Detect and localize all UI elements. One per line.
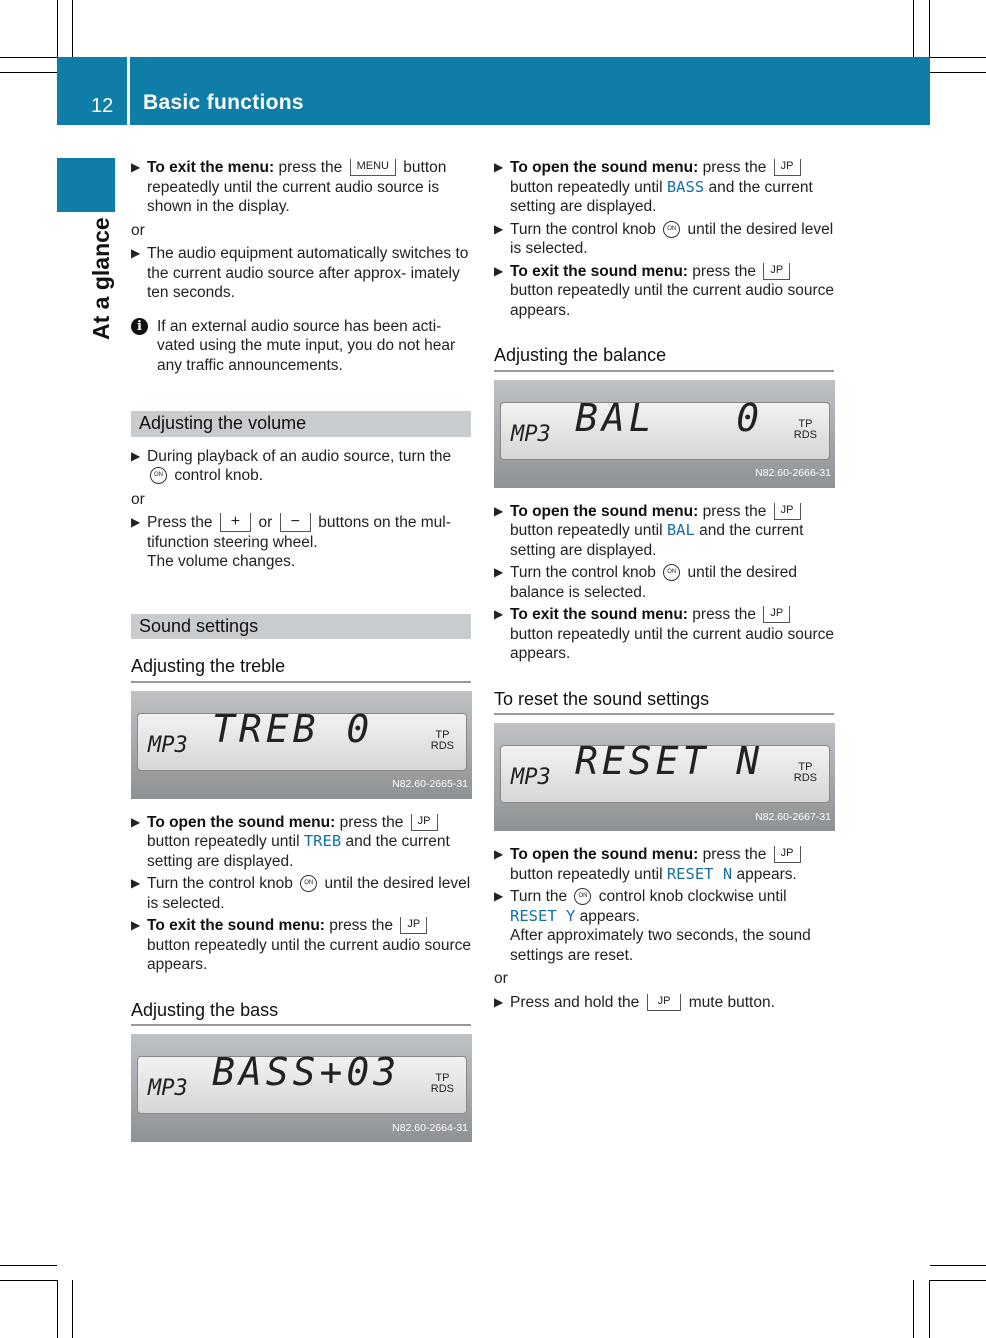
step-exit-menu bbox=[131, 158, 471, 217]
lcd-value: BASS+03 bbox=[212, 1050, 401, 1094]
display-text: TREB bbox=[303, 832, 342, 850]
info-note bbox=[131, 317, 471, 376]
step-text: button repeatedly until the current audio source appears. bbox=[147, 936, 471, 973]
or-text: or bbox=[494, 970, 508, 987]
side-tab-label: At a glance bbox=[88, 217, 114, 340]
step-text: During playback of an audio source, turn the bbox=[147, 447, 452, 465]
step-text: and the current setting are displayed. bbox=[510, 178, 813, 215]
crop-mark bbox=[0, 72, 57, 73]
step-exit-sound-menu bbox=[131, 916, 471, 975]
mute-key-icon: JP bbox=[400, 917, 427, 934]
subheading-balance: Adjusting the balance bbox=[494, 346, 834, 372]
plus-key-icon: + bbox=[220, 513, 251, 532]
step-text: control knob clockwise until bbox=[598, 888, 787, 905]
step-text: Turn the control knob bbox=[147, 875, 293, 892]
lcd-tp-rds bbox=[431, 1073, 454, 1095]
step-text: button repeatedly until bbox=[510, 865, 663, 883]
step-text: press the bbox=[339, 813, 404, 831]
step-text: or bbox=[258, 514, 273, 531]
step-text: Turn the control knob bbox=[510, 564, 656, 581]
crop-mark bbox=[913, 1280, 914, 1338]
step-text: until the desired level is selected. bbox=[147, 875, 471, 912]
step-text: Turn the control knob bbox=[510, 220, 656, 238]
step-open-sound-menu bbox=[494, 845, 834, 884]
step-bold: To open the sound menu: bbox=[147, 813, 336, 831]
step-text: press the bbox=[692, 606, 757, 623]
lcd-mode: MP3 bbox=[511, 421, 551, 447]
crop-mark bbox=[929, 1280, 930, 1338]
mute-key-icon: JP bbox=[774, 159, 801, 176]
step-auto-switch: ▶ The audio equipment automatically switches to the current audio source after approx- imately ten seconds. bbox=[131, 244, 471, 303]
subheading-treble: Adjusting the treble bbox=[131, 657, 471, 683]
step-text: press the bbox=[329, 917, 394, 934]
crop-mark bbox=[0, 1265, 57, 1266]
step-bold: To exit the sound menu: bbox=[510, 606, 688, 623]
step-turn-knob bbox=[131, 874, 471, 913]
crop-mark bbox=[0, 57, 57, 58]
step-text: press the bbox=[278, 159, 343, 176]
bass-display-image bbox=[131, 1034, 472, 1142]
lcd-mode: MP3 bbox=[511, 765, 551, 790]
step-bold: To exit the menu: bbox=[147, 159, 275, 176]
treble-display-image bbox=[131, 691, 472, 799]
step-bold: To exit the sound menu: bbox=[147, 917, 325, 934]
step-open-sound-menu bbox=[494, 158, 834, 217]
step-turn-knob bbox=[494, 220, 834, 259]
section-heading-sound: Sound settings bbox=[131, 614, 471, 640]
step-text: until the desired level is selected. bbox=[510, 220, 834, 257]
lcd-screen bbox=[137, 1050, 467, 1114]
page-header bbox=[57, 57, 930, 125]
page-title: Basic functions bbox=[143, 91, 304, 114]
rds-label: RDS bbox=[793, 428, 817, 441]
knob-icon: ON bbox=[663, 564, 680, 581]
image-ref: N82.60-2665-31 bbox=[392, 778, 468, 790]
mute-key-icon: JP bbox=[763, 263, 790, 280]
step-press-buttons bbox=[131, 513, 471, 572]
step-text: button repeatedly until bbox=[147, 833, 300, 850]
step-text: press the bbox=[702, 159, 767, 176]
step-result: The volume changes. bbox=[147, 553, 296, 570]
tp-label: TP bbox=[798, 761, 813, 773]
step-exit-sound-menu bbox=[494, 262, 834, 321]
tp-label: TP bbox=[435, 1072, 450, 1084]
mute-key-icon: JP bbox=[774, 503, 801, 520]
step-text: mute button. bbox=[688, 993, 775, 1011]
crop-mark bbox=[0, 1280, 57, 1281]
step-text: buttons on the mul- tifunction steering wheel. bbox=[147, 514, 451, 551]
reset-display-image bbox=[494, 723, 835, 831]
step-exit-sound-menu bbox=[494, 605, 834, 664]
step-text: button repeatedly until the current audio source appears. bbox=[510, 282, 834, 319]
balance-display-image bbox=[494, 380, 835, 488]
step-text: press the bbox=[692, 262, 757, 280]
step-text: Press and hold the bbox=[510, 993, 640, 1011]
step-text: press the bbox=[702, 502, 767, 520]
step-text: and the current setting are displayed. bbox=[147, 833, 450, 870]
step-press-hold-mute bbox=[494, 993, 834, 1013]
image-ref: N82.60-2667-31 bbox=[755, 810, 831, 823]
crop-mark bbox=[930, 57, 986, 58]
lcd-screen bbox=[500, 739, 830, 803]
step-text: appears. bbox=[736, 865, 797, 883]
step-bold: To exit the sound menu: bbox=[510, 262, 688, 280]
info-text: If an external audio source has been acti- vated using the mute input, you do not hear any traffic announcements. bbox=[157, 317, 456, 374]
header-divider bbox=[127, 57, 130, 125]
image-ref: N82.60-2664-31 bbox=[392, 1121, 468, 1134]
tp-label: TP bbox=[798, 417, 813, 430]
subheading-bass: Adjusting the bass bbox=[131, 1001, 471, 1027]
section-tab-marker bbox=[57, 158, 115, 212]
step-bold: To open the sound menu: bbox=[510, 502, 699, 520]
step-text: Press the bbox=[147, 514, 213, 531]
knob-icon: ON bbox=[300, 875, 317, 892]
knob-icon: ON bbox=[150, 467, 167, 484]
crop-mark bbox=[72, 1280, 73, 1338]
or-text: or bbox=[131, 221, 145, 239]
subheading-reset: To reset the sound settings bbox=[494, 690, 834, 716]
step-text: and the current setting are displayed. bbox=[510, 522, 804, 559]
crop-mark bbox=[930, 1280, 986, 1281]
rds-label: RDS bbox=[793, 772, 817, 784]
lcd-value: RESET N bbox=[575, 739, 764, 783]
rds-label: RDS bbox=[430, 1083, 454, 1095]
lcd-mode: MP3 bbox=[148, 732, 188, 758]
step-open-sound-menu bbox=[131, 813, 471, 872]
display-text: BASS bbox=[666, 177, 705, 196]
step-text: press the bbox=[702, 846, 767, 863]
mute-key-icon: JP bbox=[411, 814, 438, 831]
mute-key-icon: JP bbox=[774, 846, 801, 863]
crop-mark bbox=[72, 0, 73, 57]
step-turn-knob bbox=[494, 563, 834, 602]
tp-label: TP bbox=[435, 728, 450, 741]
crop-mark bbox=[929, 0, 930, 57]
lcd-screen bbox=[137, 706, 467, 771]
mute-key-icon: JP bbox=[763, 606, 790, 623]
step-bold: To open the sound menu: bbox=[510, 159, 699, 176]
minus-key-icon: − bbox=[280, 513, 311, 532]
knob-icon: ON bbox=[574, 888, 591, 905]
step-open-sound-menu bbox=[494, 502, 834, 561]
crop-mark bbox=[913, 0, 914, 57]
page-number: 12 bbox=[91, 95, 114, 117]
step-text: button repeatedly until the current audio source appears. bbox=[510, 625, 834, 662]
menu-key-icon: MENU bbox=[350, 159, 396, 176]
lcd-mode: MP3 bbox=[148, 1076, 188, 1101]
step-text: until the desired balance is selected. bbox=[510, 564, 797, 601]
step-text: button repeatedly until bbox=[510, 522, 663, 539]
lcd-tp-rds bbox=[794, 762, 817, 784]
rds-label: RDS bbox=[430, 739, 454, 752]
right-column bbox=[494, 158, 834, 1012]
lcd-tp-rds bbox=[794, 419, 817, 441]
crop-mark bbox=[930, 1265, 986, 1266]
display-text: RESET N bbox=[666, 864, 733, 883]
step-turn-knob-clockwise bbox=[494, 887, 834, 965]
step-text: button repeatedly until the current audio source is shown in the display. bbox=[147, 159, 447, 215]
crop-mark bbox=[57, 0, 58, 57]
image-ref: N82.60-2666-31 bbox=[755, 467, 831, 479]
or-text: or bbox=[131, 490, 145, 508]
step-bold: To open the sound menu: bbox=[510, 846, 699, 863]
info-icon: i bbox=[131, 318, 148, 335]
step-text: control knob. bbox=[174, 467, 264, 484]
step-text: Turn the bbox=[510, 888, 568, 905]
lcd-value: TREB 0 bbox=[212, 706, 374, 751]
display-text: RESET Y bbox=[510, 906, 576, 925]
step-text: button repeatedly until bbox=[510, 178, 663, 196]
step-result: After approximately two seconds, the sound settings are reset. bbox=[510, 927, 811, 964]
crop-mark bbox=[930, 72, 986, 73]
crop-mark bbox=[57, 1280, 58, 1338]
lcd-value: BAL 0 bbox=[575, 395, 764, 440]
section-heading-volume: Adjusting the volume bbox=[131, 411, 471, 437]
step-text: appears. bbox=[579, 907, 640, 925]
lcd-screen bbox=[500, 395, 830, 460]
lcd-tp-rds bbox=[431, 730, 454, 752]
left-column bbox=[131, 158, 471, 1156]
display-text: BAL bbox=[666, 521, 695, 539]
step-turn-knob bbox=[131, 447, 471, 486]
mute-key-icon: JP bbox=[647, 994, 682, 1011]
knob-icon: ON bbox=[663, 221, 680, 238]
